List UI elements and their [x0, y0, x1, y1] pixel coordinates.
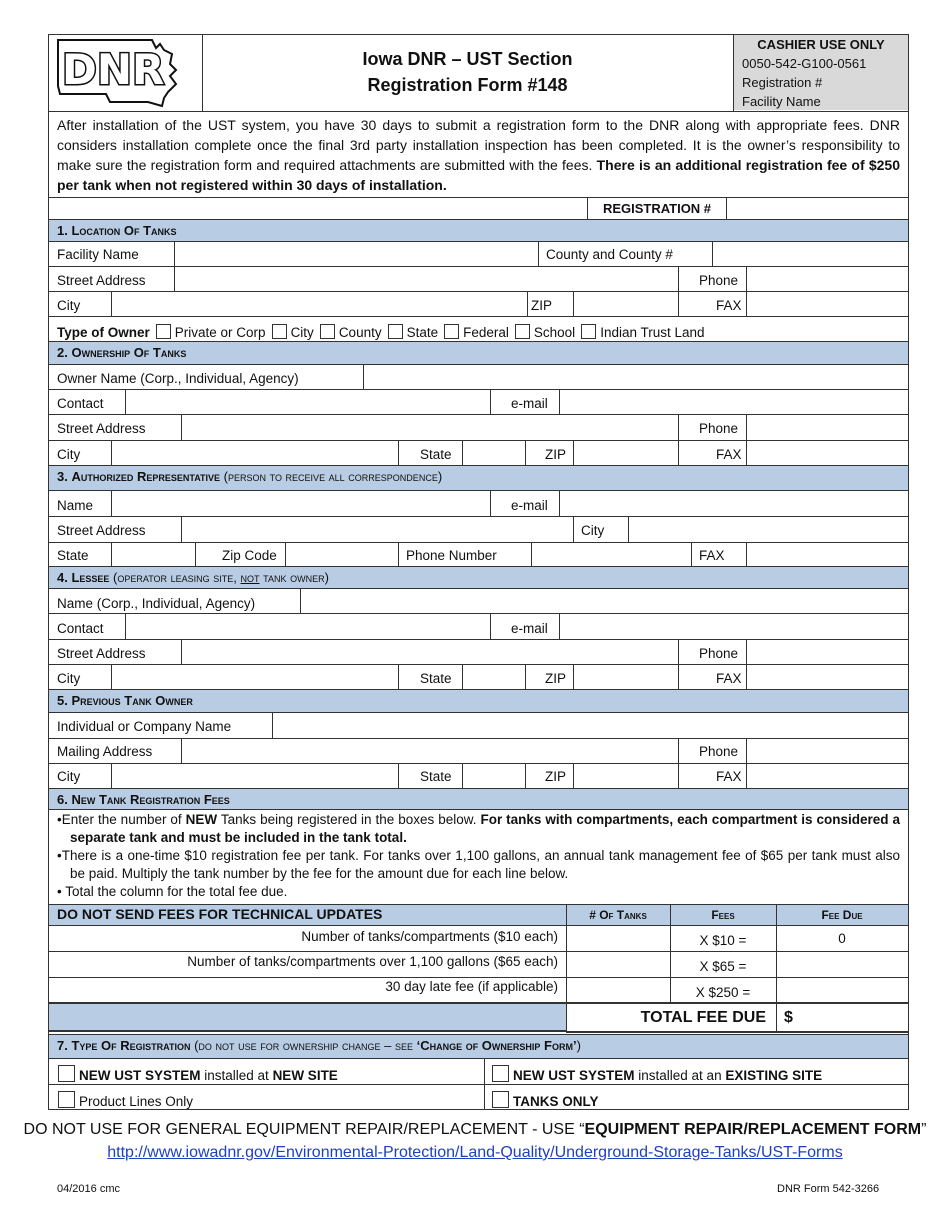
rep-email-input[interactable] — [560, 492, 908, 515]
prev-owner-zip-input[interactable] — [574, 764, 678, 787]
owner-type-row: Type of Owner Private or Corp City County State Federal School Indian Trust Land — [57, 325, 705, 340]
svg-text:DNR: DNR — [62, 45, 165, 94]
lessee-contact-input[interactable] — [126, 614, 490, 638]
prev-owner-phone-input[interactable] — [747, 739, 908, 762]
owner-zip-input[interactable] — [574, 441, 678, 464]
no-send-fees-note: DO NOT SEND FEES FOR TECHNICAL UPDATES — [57, 906, 383, 922]
checkbox-state[interactable] — [388, 324, 403, 339]
form-date: 04/2016 cmc — [57, 1183, 120, 1195]
checkbox-federal[interactable] — [444, 324, 459, 339]
checkbox-tanks-only[interactable] — [492, 1091, 509, 1108]
prev-owner-name-input[interactable] — [273, 714, 908, 737]
prev-owner-state-input[interactable] — [463, 764, 525, 787]
form-number: DNR Form 542-3266 — [777, 1183, 880, 1195]
section-3-header: 3. Authorized Representative (person to receive all correspondence) — [49, 465, 908, 491]
rep-state-input[interactable] — [112, 543, 195, 565]
form-subtitle: Registration Form #148 — [367, 75, 568, 95]
owner-street-input[interactable] — [182, 415, 678, 439]
section-5-header: 5. Previous Tank Owner — [49, 689, 908, 713]
section-2-header: 2. Ownership Of Tanks — [49, 341, 908, 365]
lessee-state-input[interactable] — [463, 665, 525, 688]
form-title: Iowa DNR – UST Section — [362, 49, 573, 69]
checkbox-county[interactable] — [320, 324, 335, 339]
owner-fax-input[interactable] — [747, 441, 908, 464]
lessee-email-input[interactable] — [560, 614, 908, 638]
location-zip-input[interactable] — [574, 292, 678, 315]
owner-city-input[interactable] — [112, 441, 398, 464]
tanks-10-input[interactable] — [567, 927, 670, 951]
section-4-header: 4. Lessee (operator leasing site, not tank owner) — [49, 566, 908, 589]
lessee-zip-input[interactable] — [574, 665, 678, 688]
county-input[interactable] — [713, 243, 908, 265]
lessee-fax-input[interactable] — [747, 665, 908, 688]
late-fee-input[interactable] — [567, 978, 670, 1002]
rep-street-input[interactable] — [182, 517, 573, 541]
tanks-65-input[interactable] — [567, 952, 670, 977]
location-phone-input[interactable] — [747, 267, 908, 290]
owner-state-input[interactable] — [463, 441, 525, 464]
lessee-city-input[interactable] — [112, 665, 398, 688]
registration-number-label: REGISTRATION # — [602, 201, 712, 216]
owner-name-input[interactable] — [364, 366, 908, 388]
lessee-street-input[interactable] — [182, 640, 678, 663]
intro-paragraph: After installation of the UST system, you have 30 days to submit a registration form to the DNR along with appropriate fees. DNR considers installation complete once the final 3rd party installation inspection has been completed. It is the owner’s responsibility to make sure the registration form and required attachments are submitted with the fees. There is an additional registration fee of $250 per tank when not registered within 30 days of installation. — [57, 117, 900, 193]
rep-zip-input[interactable] — [286, 543, 398, 565]
fee-due-10[interactable]: 0 — [838, 931, 846, 946]
checkbox-city[interactable] — [272, 324, 287, 339]
owner-email-input[interactable] — [560, 390, 908, 413]
cashier-box: CASHIER USE ONLY 0050-542-G100-0561 Registration # Facility Name — [734, 35, 908, 110]
lessee-phone-input[interactable] — [747, 640, 908, 663]
checkbox-private[interactable] — [156, 324, 171, 339]
total-fee-due-label: TOTAL FEE DUE — [640, 1009, 766, 1026]
location-street-input[interactable] — [175, 267, 678, 290]
rep-name-input[interactable] — [112, 492, 490, 515]
lessee-name-input[interactable] — [301, 590, 908, 612]
section-1-header: 1. Location Of Tanks — [49, 219, 908, 242]
rep-city-input[interactable] — [629, 517, 908, 541]
checkbox-new-site[interactable] — [58, 1065, 75, 1082]
ust-forms-link[interactable]: http://www.iowadnr.gov/Environmental-Protection/Land-Quality/Underground-Storage-Tanks/UST-Forms — [107, 1144, 843, 1161]
checkbox-school[interactable] — [515, 324, 530, 339]
repair-notice: DO NOT USE FOR GENERAL EQUIPMENT REPAIR/REPLACEMENT - USE “EQUIPMENT REPAIR/REPLACEMENT FORM” — [23, 1121, 927, 1138]
facility-name-input[interactable] — [175, 243, 538, 265]
prev-owner-mailing-input[interactable] — [182, 739, 678, 762]
iowa-map-icon — [52, 36, 197, 110]
prev-owner-city-input[interactable] — [112, 764, 398, 787]
location-city-input[interactable] — [112, 292, 527, 315]
total-fee-input[interactable] — [800, 1004, 908, 1030]
owner-contact-input[interactable] — [126, 390, 490, 413]
owner-phone-input[interactable] — [747, 415, 908, 439]
dnr-logo — [52, 36, 197, 110]
prev-owner-fax-input[interactable] — [747, 764, 908, 787]
section-6-header: 6. New Tank Registration Fees — [49, 788, 908, 810]
rep-phone-input[interactable] — [532, 543, 691, 565]
checkbox-product-lines[interactable] — [58, 1091, 75, 1108]
checkbox-indian-trust-land[interactable] — [581, 324, 596, 339]
registration-number-input[interactable] — [728, 198, 908, 218]
fee-instructions: •Enter the number of NEW Tanks being registered in the boxes below. For tanks with compartments, each compartment is considered a separate tank and must be included in the tank total. •There is a one-time $10 registration fee per tank. For tanks over 1,100 gallons, an annual tank management fee of $65 per tank must also be paid. Multiply the tank number by the fee for the amount due for each line below. • Total the column for the total fee due. — [57, 812, 900, 899]
checkbox-existing-site[interactable] — [492, 1065, 509, 1082]
section-7-header: 7. Type Of Registration (do not use for ownership change – see ‘Change of Ownership Form’) — [49, 1034, 908, 1059]
rep-fax-input[interactable] — [747, 543, 908, 565]
location-fax-input[interactable] — [747, 292, 908, 315]
